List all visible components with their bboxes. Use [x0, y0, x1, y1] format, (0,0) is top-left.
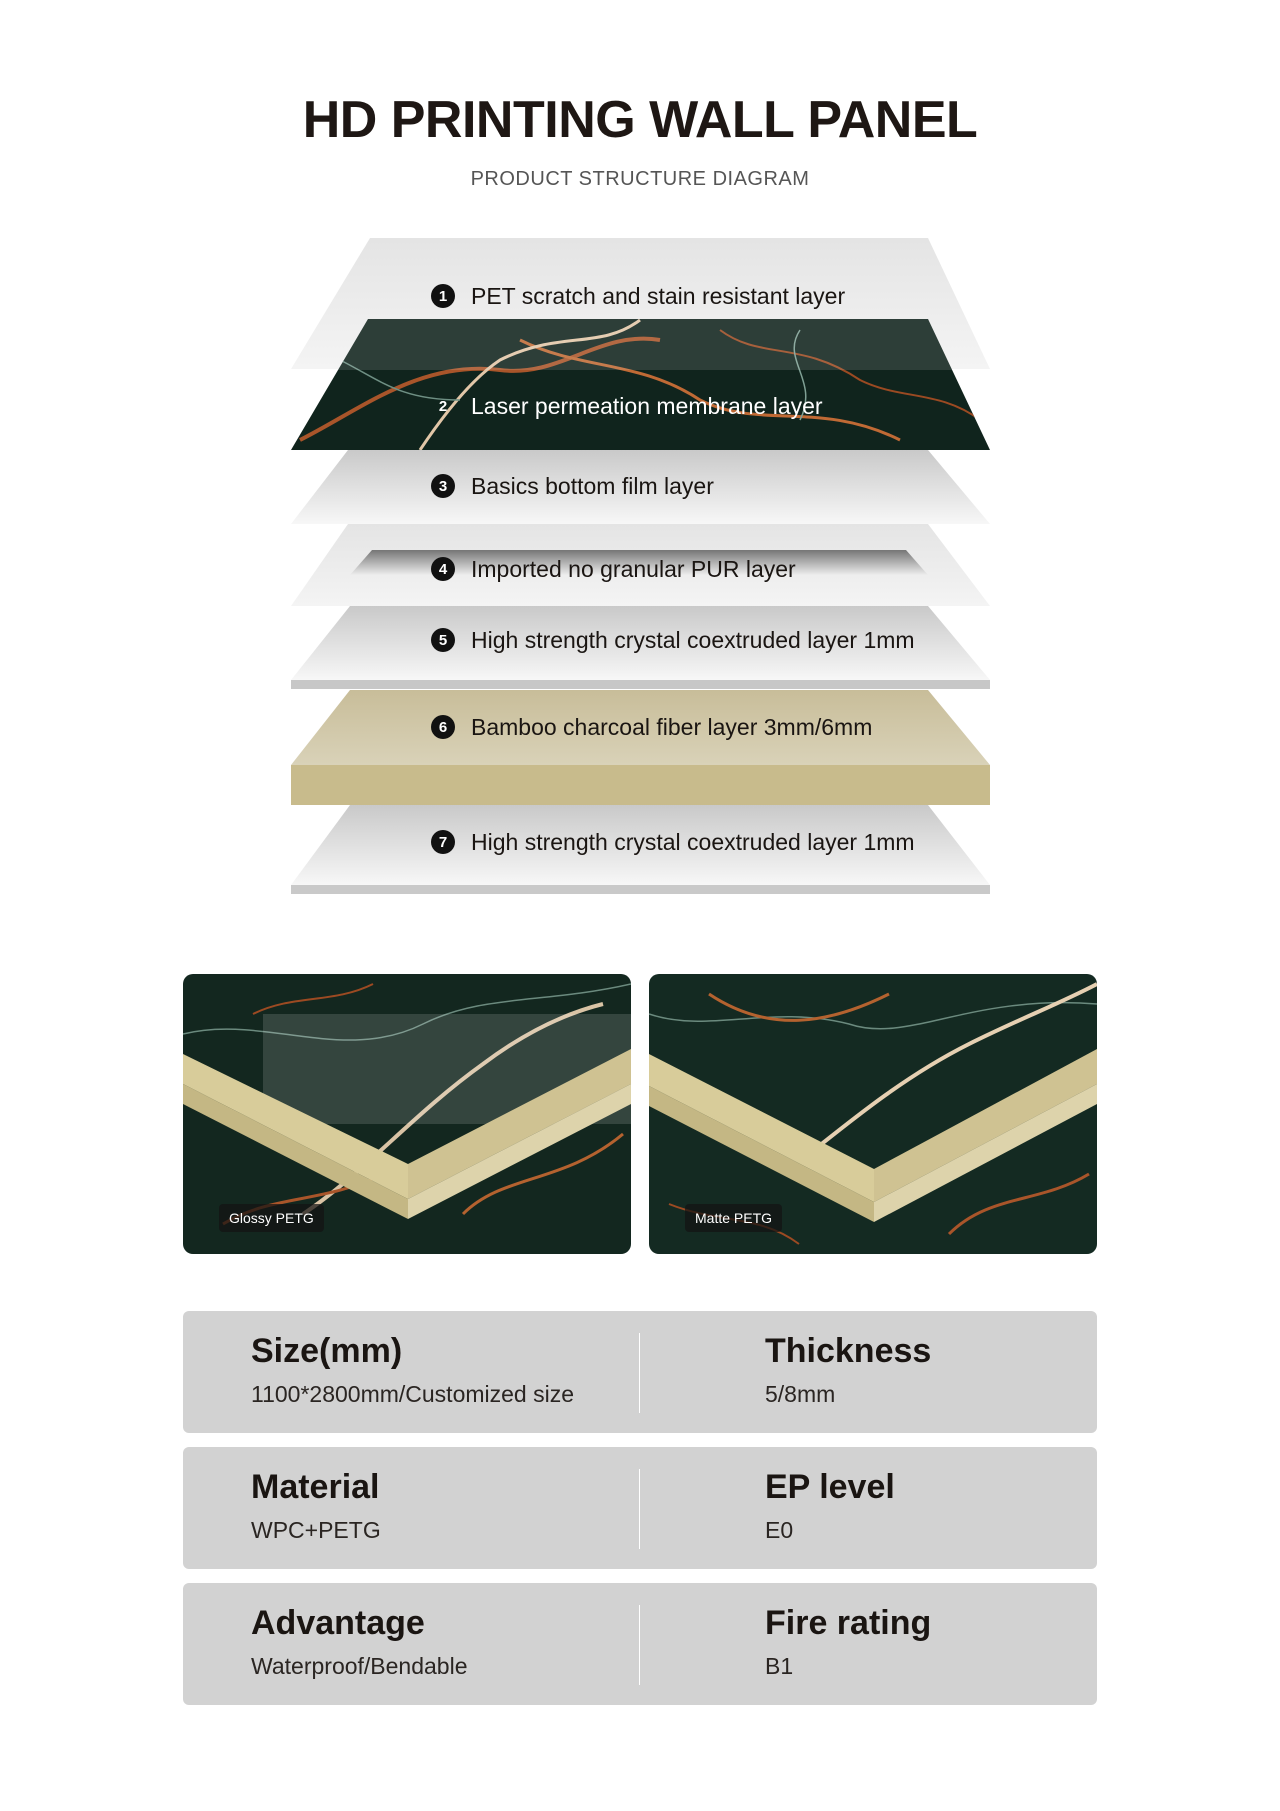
- spec-advantage-value: Waterproof/Bendable: [251, 1653, 468, 1679]
- layer-2-shape: [280, 315, 1000, 455]
- matte-petg-tag: Matte PETG: [685, 1204, 782, 1232]
- spec-material: [251, 1467, 381, 1544]
- layer-2-label: [431, 388, 823, 424]
- layer-6-number: 6: [431, 715, 455, 739]
- page-subtitle: PRODUCT STRUCTURE DIAGRAM: [470, 168, 810, 190]
- layer-6-label: [431, 709, 872, 745]
- layer-4-label: [431, 551, 796, 587]
- spec-size: [251, 1331, 574, 1408]
- layer-6-text: Bamboo charcoal fiber layer 3mm/6mm: [471, 713, 873, 740]
- spec-thickness: [765, 1331, 931, 1408]
- spec-ep-level-value: E0: [765, 1517, 794, 1543]
- spec-fire-rating-heading: Fire rating: [765, 1604, 932, 1642]
- layer-3-label: [431, 468, 714, 504]
- layer-5-number: 5: [431, 628, 455, 652]
- layer-4-text: Imported no granular PUR layer: [471, 555, 796, 582]
- spec-divider: [639, 1469, 640, 1549]
- spec-size-heading: Size(mm): [251, 1332, 403, 1370]
- layer-2-number: 2: [438, 397, 448, 415]
- spec-material-value: WPC+PETG: [251, 1517, 381, 1543]
- spec-row-advantage-fire: [183, 1583, 1097, 1705]
- spec-advantage: [251, 1603, 468, 1680]
- layer-1-label: [431, 278, 845, 314]
- spec-material-heading: Material: [251, 1468, 380, 1506]
- layer-5-label: [431, 622, 915, 658]
- spec-ep-level: [765, 1467, 895, 1544]
- layer-1-text: PET scratch and stain resistant layer: [471, 282, 846, 309]
- spec-thickness-heading: Thickness: [765, 1332, 932, 1370]
- spec-fire-rating-value: B1: [765, 1653, 794, 1679]
- spec-thickness-value: 5/8mm: [765, 1381, 836, 1407]
- layer-2-text: Laser permeation membrane layer: [471, 392, 823, 419]
- spec-ep-level-heading: EP level: [765, 1468, 895, 1506]
- spec-size-value: 1100*2800mm/Customized size: [251, 1381, 575, 1407]
- spec-row-material-ep: [183, 1447, 1097, 1569]
- layer-3-number: 3: [431, 474, 455, 498]
- layer-7-number: 7: [431, 830, 455, 854]
- layer-7-text: High strength crystal coextruded layer 1mm: [471, 828, 915, 855]
- layer-7-label: [431, 824, 915, 860]
- glossy-petg-tag: Glossy PETG: [219, 1204, 324, 1232]
- spec-fire-rating: [765, 1603, 931, 1680]
- glossy-petg-photo: [183, 974, 631, 1254]
- spec-divider: [639, 1605, 640, 1685]
- spec-divider: [639, 1333, 640, 1413]
- layer-4-number: 4: [431, 557, 455, 581]
- spec-advantage-heading: Advantage: [251, 1604, 425, 1642]
- layer-3-text: Basics bottom film layer: [471, 472, 714, 499]
- layer-1-number: 1: [431, 284, 455, 308]
- spec-row-size-thickness: [183, 1311, 1097, 1433]
- page-title: HD PRINTING WALL PANEL: [302, 91, 978, 149]
- matte-petg-photo: [649, 974, 1097, 1254]
- structure-diagram: [0, 0, 1280, 900]
- layer-5-text: High strength crystal coextruded layer 1mm: [471, 626, 915, 653]
